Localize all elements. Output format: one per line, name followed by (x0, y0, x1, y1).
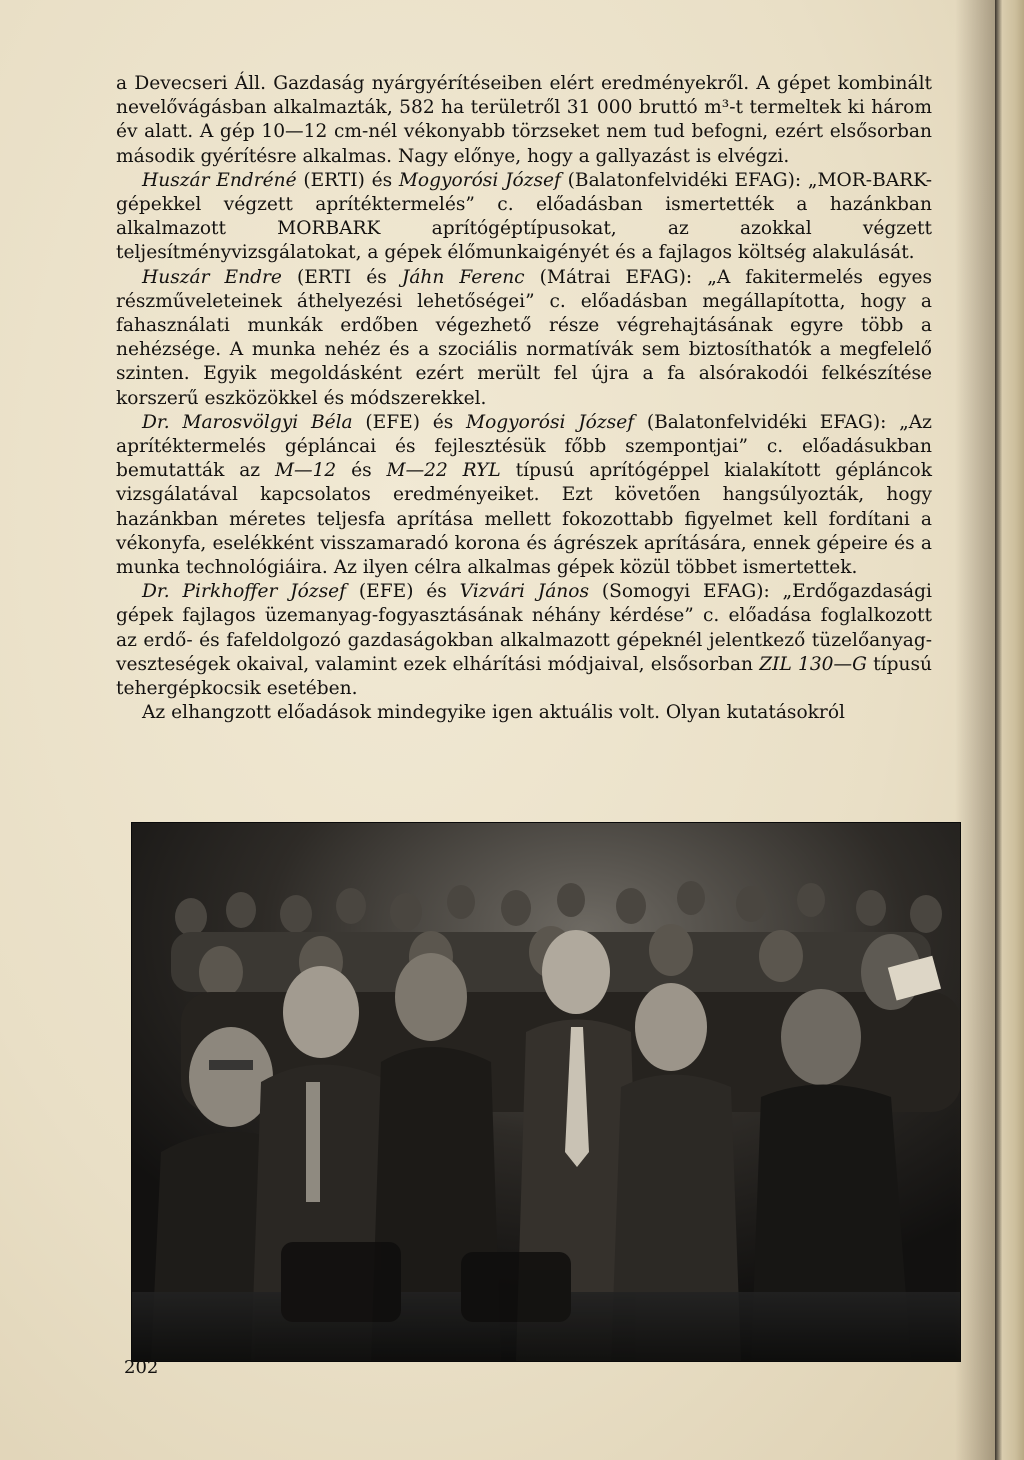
paragraph (116, 411, 932, 580)
italic-name: Huszár Endréné (142, 169, 297, 191)
italic-name: Mogyorósi József (466, 411, 635, 433)
italic-name: Dr. Marosvölgyi Béla (142, 411, 353, 433)
adjacent-page-edge (995, 0, 1024, 1460)
text-run: (Mátrai EFAG): „A fakitermelés egyes részműveleteinek áthelyezési lehetőségei” c. előadásban megállapította, hogy a fahasználati munkák erdőben végezhető része végrehajtásának egyre több a nehézsége. A munka nehéz és a szociális normatívák sem biztosíthatók a megfelelő szinten. Egyik megoldásként ezért merült fel újra a fa alsórakodói felkészítése korszerű eszközökkel és módszerekkel. (116, 266, 932, 409)
text-run: Az elhangzott előadások mindegyike igen aktuális volt. Olyan kutatásokról (142, 702, 845, 724)
paragraph (116, 169, 932, 266)
italic-name: Vizvári János (459, 581, 590, 603)
text-run: (ERTI) és (296, 169, 399, 191)
italic-name: Dr. Pirkhoffer József (142, 581, 347, 603)
photo-illustration (131, 822, 961, 1362)
italic-name: Huszár Endre (142, 266, 282, 288)
text-run: (EFE) és (346, 581, 460, 603)
text-run: (Balatonfelvidéki EFAG): „Az aprítéktermelés gépláncai és fejlesztésük főbb szempontjai” c. előadásukban bemutatták az (116, 411, 932, 482)
paragraph (116, 266, 932, 411)
text-run: a Devecseri Áll. Gazdaság nyárgyérítéseiben elért eredményekről. A gépet kombinált nevelővágásban alkalmazták, 582 ha területről 31 000 bruttó m³-t termeltek ki három év alatt. A gép 10—12 cm-nél vékonyabb törzseket nem tud befogni, ezért elsősorban második gyérítésre alkalmas. Nagy előnye, hogy a gallyazást is elvégzi. (116, 73, 932, 167)
italic-name: M—22 RYL (386, 460, 501, 482)
paragraph (116, 72, 932, 169)
body-text (116, 72, 932, 725)
italic-name: Jáhn Ferenc (401, 266, 525, 288)
text-run: (EFE) és (352, 411, 467, 433)
conference-audience-photo (131, 822, 961, 1362)
page-number: 202 (124, 1357, 159, 1378)
text-run: és (336, 460, 387, 482)
text-run: típusú aprítógéppel kialakított gépláncok vizsgálatával kapcsolatos eredményeiket. Ezt követően hangsúlyozták, hogy hazánkban méretes teljesfa aprítása mellett fokozottabb figyelmet kell fordítani a vékonyfa, eselékként visszamaradó korona és ágrészek aprítására, ennek gépeire és a munka technológiáira. Az ilyen célra alkalmas gépek közül többet ismertettek. (116, 460, 932, 579)
italic-name: M—12 (274, 460, 337, 482)
italic-name: ZIL 130—G (759, 653, 867, 675)
italic-name: Mogyorósi József (398, 169, 561, 191)
text-run: (ERTI és (281, 266, 402, 288)
text-run: típusú tehergépkocsik esetében. (116, 653, 932, 700)
gutter-shadow (955, 0, 995, 1460)
text-run: (Somogyi EFAG): „Erdőgazdasági gépek fajlagos üzemanyag-fogyasztásának néhány kérdése” c. előadása foglalkozott az erdő- és fafeldolgozó gazdaságokban alkalmazott gépeknél jelentkező tüzelőanyag-veszteségek okaival, valamint ezek elhárítási módjaival, elsősorban (116, 581, 932, 675)
paragraph (116, 701, 932, 725)
paragraph (116, 580, 932, 701)
text-run: (Balatonfelvidéki EFAG): „MOR-BARK-gépekkel végzett aprítéktermelés” c. előadásban ismertették a hazánkban alkalmazott MORBARK aprítógéptípusokat, az azokkal végzett teljesítményvizsgálatokat, a gépek élőmunkaigényét és a fajlagos költség alakulását. (116, 169, 932, 264)
